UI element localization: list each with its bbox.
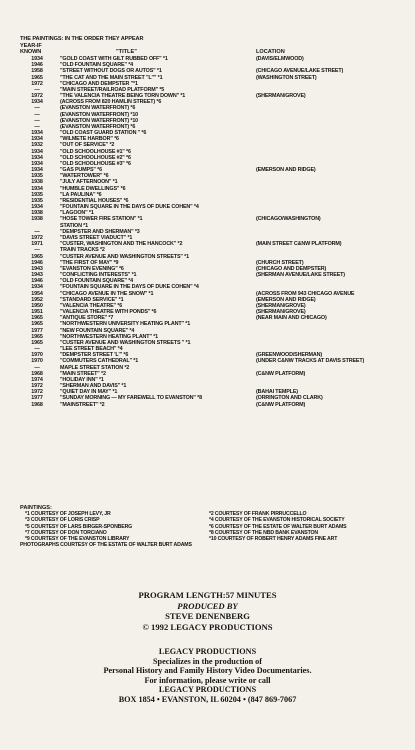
painting-year: 1934 xyxy=(31,56,43,62)
credits-list xyxy=(20,511,400,542)
painting-year: 1934 xyxy=(31,185,43,192)
painting-title: "CUSTER AVENUE AND WASHINGTON STREETS " *1 xyxy=(60,339,191,346)
painting-title: "GOLD COAST WITH GILT RUBBED OFF" *1 xyxy=(60,56,168,62)
painting-title: "THE FIRST OF MAY" *9 xyxy=(60,259,119,266)
painting-year: 1946 xyxy=(31,259,43,266)
location-column-heading: LOCATION xyxy=(256,49,285,55)
company-line3: For information, please write or call xyxy=(144,675,271,685)
painting-year: 1971 xyxy=(31,241,43,248)
painting-title: "OLD FOUNTAIN SQUARE" *4 xyxy=(60,62,133,69)
painting-title: (EVANSTON WATERFRONT) *10 xyxy=(60,117,139,124)
painting-title: "CUSTER, WASHINGTON AND THE HANCOCK" *2 xyxy=(60,241,183,248)
painting-location: (NEAR MAIN AND CHICAGO) xyxy=(256,315,327,322)
painting-year: 1968 xyxy=(31,401,43,408)
painting-year: 1968 xyxy=(31,370,43,377)
painting-year: 1938 xyxy=(31,210,43,217)
painting-location: (SHERMAN/GROVE) xyxy=(256,309,306,316)
credit-left: *9 COURTESY OF THE EVANSTON LIBRARY xyxy=(25,535,130,542)
painting-year: 1935 xyxy=(31,197,43,204)
painting-year: 1972 xyxy=(31,383,43,390)
painting-year: 1965 xyxy=(31,321,43,328)
painting-title: "WILMETE HARBOR" *6 xyxy=(60,136,119,143)
painting-title: "STREET WITHOUT DOGS OR AUTOS" *1 xyxy=(60,68,162,75)
painting-year: 1934 xyxy=(31,148,43,155)
painting-title: "CHICAGO AVENUE IN THE SNOW" *1 xyxy=(60,290,154,297)
painting-location: (CHICAGO AND DEMPSTER) xyxy=(256,265,327,272)
painting-year: 1951 xyxy=(31,309,43,316)
painting-year: — xyxy=(34,228,40,235)
painting-location: (CHICAGO AVENUE/LAKE STREET) xyxy=(256,68,344,75)
painting-title: "OLD SCHOOLHOUSE #2" *6 xyxy=(60,154,131,161)
painting-title: "QUIET DAY IN MAY" *1 xyxy=(60,389,118,396)
paintings-heading: THE PAINTINGS: IN THE ORDER THEY APPEAR xyxy=(20,36,144,42)
painting-year: 1972 xyxy=(31,93,43,100)
painting-year: 1934 xyxy=(31,284,43,291)
painting-location: (C&NW PLATFORM) xyxy=(256,370,306,377)
painting-title: "FOUNTAIN SQUARE IN THE DAYS OF DUKE COHEN" *4 xyxy=(60,284,199,291)
painting-year: 1977 xyxy=(31,395,43,402)
company-line1: Specializes in the production of xyxy=(152,656,263,666)
copyright-notice: © 1992 LEGACY PRODUCTIONS xyxy=(142,621,273,632)
painting-title: "SUNDAY MORNING — MY FAREWELL TO EVANSTON" *8 xyxy=(60,395,202,402)
painting-year: 1946 xyxy=(31,278,43,285)
title-column-heading: "TITLE" xyxy=(116,49,137,55)
credit-left: *5 COURTESY OF LARS BIRGER-SPONBERG xyxy=(25,523,133,530)
painting-location: (SHERMAN/GROVE) xyxy=(256,302,306,309)
painting-title: "HOSE TOWER FIRE STATION" *1 xyxy=(60,216,143,223)
painting-year: 1934 xyxy=(31,204,43,211)
producer-name: STEVE DENENBERG xyxy=(165,611,250,622)
painting-year: 1934 xyxy=(31,167,43,174)
painting-year: 1946 xyxy=(31,62,43,69)
painting-title: "MAINSTREET" *2 xyxy=(60,401,105,408)
painting-title: (ACROSS FROM 820 HAMLIN STREET) *6 xyxy=(60,99,162,106)
painting-title: "CHICAGO AND DEMPSTER "*1 xyxy=(60,80,138,87)
painting-year: 1932 xyxy=(31,142,43,149)
painting-title: "DEMPSTER AND SHERMAN" *3 xyxy=(60,228,140,235)
painting-year: 1934 xyxy=(31,160,43,167)
painting-year: 1977 xyxy=(31,327,43,334)
painting-title: "NORTHWESTERN HEATING PLANT" *1 xyxy=(60,333,158,340)
painting-title: "EVANSTON EVENING" *6 xyxy=(60,265,124,272)
painting-year: 1952 xyxy=(31,296,43,303)
painting-title: "DAVIS STREET VIADUCT" *1 xyxy=(60,234,133,241)
painting-location: (DAVIS/ELMWOOD) xyxy=(256,56,304,62)
painting-title: MAPLE STREET STATION *2 xyxy=(60,364,130,371)
painting-location: (SHERMAN/GROVE) xyxy=(256,93,306,100)
painting-title: "THE CAT AND THE MAIN STREET "L"" *1 xyxy=(60,74,163,81)
painting-year: 1943 xyxy=(31,272,43,279)
painting-title: "OLD SCHOOLHOUSE #1" *6 xyxy=(60,148,131,155)
photographs-credit: PHOTOGRAPHS COURTESY OF THE ESTATE OF WALTER BURT ADAMS xyxy=(20,542,192,549)
painting-year: 1972 xyxy=(31,389,43,396)
painting-year: 1972 xyxy=(31,80,43,87)
credit-row xyxy=(20,536,400,542)
painting-title: "CUSTER AVENUE AND WASHINGTON STREETS" *1 xyxy=(60,253,189,260)
painting-title: "COMMUTERS CATHEDRAL" *1 xyxy=(60,358,139,365)
painting-year: 1965 xyxy=(31,74,43,81)
painting-title: "LEE STREET BEACH" *4 xyxy=(60,346,123,353)
painting-location: (BAHAI TEMPLE) xyxy=(256,389,298,396)
company-name: LEGACY PRODUCTIONS xyxy=(158,647,257,656)
painting-title: "JULY AFTERNOON" *1 xyxy=(60,179,118,186)
credit-right: *4 COURTESY OF THE EVANSTON HISTORICAL SOCIETY xyxy=(209,517,345,524)
credit-right: *2 COURTESY OF FRANK PIRRUCCELLO xyxy=(209,511,307,518)
year-heading-line1: YEAR-IF xyxy=(20,42,42,49)
painting-title: (EVANSTON WATERFRONT) *6 xyxy=(60,123,136,130)
program-length: PROGRAM LENGTH:57 MINUTES xyxy=(138,590,277,600)
painting-year: 1965 xyxy=(31,339,43,346)
painting-year: 1965 xyxy=(31,315,43,322)
painting-year: 1938 xyxy=(31,179,43,186)
painting-title: "WATERTOWER" *6 xyxy=(60,173,109,180)
painting-title: "NORTHWESTERN UNIVERSITY HEATING PLANT" *1 xyxy=(60,321,191,328)
painting-title: "OLD SCHOOLHOUSE #3" *6 xyxy=(60,160,131,167)
painting-year: 1934 xyxy=(31,154,43,161)
painting-year: 1938 xyxy=(31,216,43,223)
painting-location: (GREENWOOD/SHERMAN) xyxy=(256,352,323,359)
painting-title: "STANDARD SERVICE" *1 xyxy=(60,296,124,303)
painting-title: TRAIN TRACKS *2 xyxy=(60,247,105,254)
painting-location: (MAIN STREET C&NW PLATFORM) xyxy=(256,241,342,248)
painting-location: (ORRINGTON AND CLARK) xyxy=(256,395,323,402)
painting-location: (EMERSON AND RIDGE) xyxy=(256,167,316,174)
painting-year: 1958 xyxy=(31,68,43,75)
painting-year: 1954 xyxy=(31,290,43,297)
painting-title: "OLD COAST GUARD STATION " *6 xyxy=(60,130,147,137)
painting-title: "CONFLICTING INTERESTS" *1 xyxy=(60,272,137,279)
produced-by: PRODUCED BY xyxy=(177,600,238,611)
painting-year: 1943 xyxy=(31,265,43,272)
painting-title: "VALENCIA THEATRE WITH PONDS" *6 xyxy=(60,309,157,316)
painting-year: 1970 xyxy=(31,358,43,365)
legacy-info xyxy=(0,647,415,705)
painting-title: (EVANSTON WATERFRONT) *10 xyxy=(60,111,139,118)
painting-title: "OUT OF SERVICE" *2 xyxy=(60,142,115,149)
painting-year: 1974 xyxy=(31,376,43,383)
painting-title: "OLD FOUNTAIN SQUARE" *4 xyxy=(60,278,133,285)
painting-year: 1950 xyxy=(31,302,43,309)
company-address: BOX 1854 • EVANSTON, IL 60204 • (847 869-7067 xyxy=(118,694,297,704)
painting-title: "GAS PUMPS" *6 xyxy=(60,167,102,174)
credit-left: *7 COURTESY OF DON TORCIANO xyxy=(25,529,107,536)
painting-year: 1970 xyxy=(31,352,43,359)
company-name-repeat: LEGACY PRODUCTIONS xyxy=(158,685,257,695)
painting-year: 1934 xyxy=(31,130,43,137)
painting-year: — xyxy=(34,105,40,112)
painting-year: 1965 xyxy=(31,333,43,340)
painting-year: 1972 xyxy=(31,234,43,241)
painting-location: (UNDER C&NW TRACKS AT DAVIS STREET) xyxy=(256,358,365,365)
painting-year: — xyxy=(34,111,40,118)
painting-location: (EMERSON AND RIDGE) xyxy=(256,296,316,303)
painting-title: "MAIN STREET/RAILROAD PLATFORM" *5 xyxy=(60,86,165,93)
painting-year: 1965 xyxy=(31,253,43,260)
painting-year: — xyxy=(34,346,40,353)
painting-location: (C&NW PLATFORM) xyxy=(256,401,306,408)
painting-title: "DEMPSTER STREET 'L'" *6 xyxy=(60,352,129,359)
company-line2: Personal History and Family History Video Documentaries. xyxy=(103,666,312,676)
painting-title: "HOLIDAY INN" *1 xyxy=(60,376,104,383)
painting-title: "ANTIQUE STORE" *7 xyxy=(60,315,114,322)
painting-location: (ACROSS FROM 943 CHICAGO AVENUE xyxy=(256,290,355,297)
painting-location: (WASHINGTON STREET) xyxy=(256,74,317,81)
painting-title: STATION *1 xyxy=(60,222,88,229)
paintings-list xyxy=(0,56,415,408)
painting-row xyxy=(0,402,415,408)
credit-left: *3 COURTESY OF LORIS CRISP xyxy=(25,517,100,524)
painting-year: 1935 xyxy=(31,173,43,180)
painting-location: (SHERMAN AVENUE/LAKE STREET) xyxy=(256,272,345,279)
painting-title: "SHERMAN AND DAVIS" *1 xyxy=(60,383,127,390)
painting-year: — xyxy=(34,117,40,124)
painting-year: 1934 xyxy=(31,136,43,143)
painting-location: (CHICAGO/WASHINGTON) xyxy=(256,216,321,223)
credit-right: *10 COURTESY OF ROBERT HENRY ADAMS FINE ART xyxy=(209,535,338,542)
credit-left: *1 COURTESY OF JOSEPH LEVY, JR xyxy=(25,511,111,518)
painting-year: 1935 xyxy=(31,191,43,198)
painting-year: — xyxy=(34,123,40,130)
painting-year: — xyxy=(34,364,40,371)
year-heading-line2: KNOWN xyxy=(20,49,42,56)
credit-right: *8 COURTESY OF THE NBD BANK EVANSTON xyxy=(209,529,319,536)
painting-title: "LA PAULINA" *6 xyxy=(60,191,102,198)
painting-year: — xyxy=(34,247,40,254)
painting-title: "HUMBLE DWELLINGS" *6 xyxy=(60,185,126,192)
painting-year: — xyxy=(34,86,40,93)
painting-title: "RESIDENTIAL HOUSES" *6 xyxy=(60,197,129,204)
painting-location: (CHURCH STREET) xyxy=(256,259,304,266)
credits-section xyxy=(20,505,400,549)
painting-title: "THE VALENCIA THEATRE BEING TORN DOWN" *1 xyxy=(60,93,186,100)
painting-title: "FOUNTAIN SQUARE IN THE DAYS OF DUKE COHEN" *4 xyxy=(60,204,199,211)
painting-year: 1934 xyxy=(31,99,43,106)
program-info xyxy=(0,590,415,632)
credits-heading: PAINTINGS: xyxy=(20,505,52,511)
credit-right: *6 COURTESY OF THE ESTATE OF WALTER BURT ADAMS xyxy=(209,523,347,530)
painting-title: "VALENCIA THEATRE" *6 xyxy=(60,302,123,309)
painting-title: "LAGOON" *1 xyxy=(60,210,94,217)
painting-title: (EVANSTON WATERFRONT) *6 xyxy=(60,105,136,112)
painting-title: "NEW FOUNTAIN SQUARE" *4 xyxy=(60,327,135,334)
painting-title: "MAIN STREET" *2 xyxy=(60,370,106,377)
